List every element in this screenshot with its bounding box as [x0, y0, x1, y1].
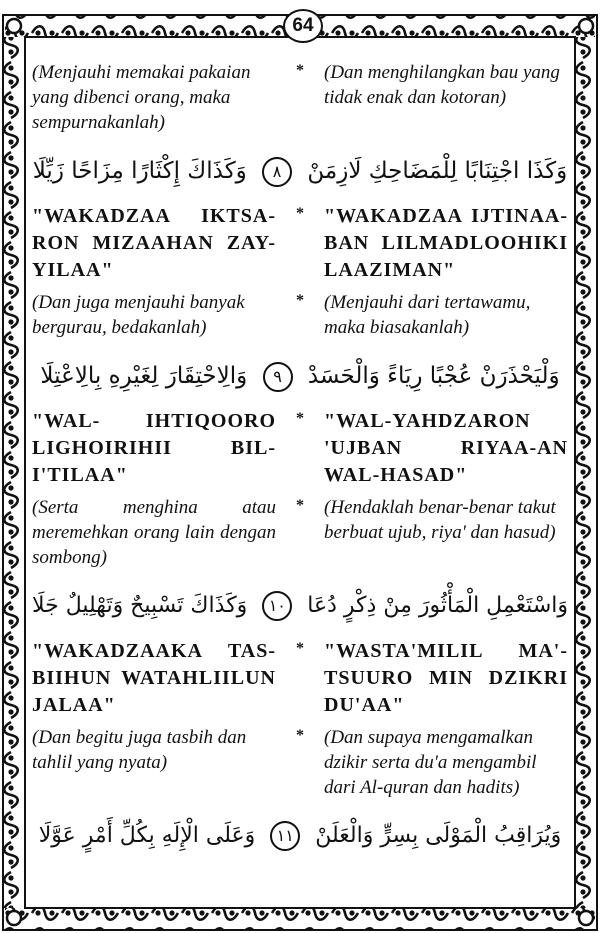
arabic-verse-left: وَكَذَاكَ تَسْبِيحٌ وَتَهْلِيلٌ جَلَا [32, 593, 248, 618]
translation-right: (Dan supaya mengamalkan dzikir serta du'a mengambil dari Al-quran dan hadits) [324, 727, 537, 798]
poem-content [32, 60, 568, 862]
latin-right: "WASTA'MILIL MA'-TSUURO MIN DZIKRI DU'AA" [324, 640, 568, 716]
latin-left: "WAL- IHTIQOORO LIGHOIRIHII BIL-I'TILAA" [32, 410, 276, 486]
arabic-verse-right: وَكَذَا اجْتِنَابًا لِلْمَضَاحِكِ لَازِمَنْ [307, 158, 568, 184]
arabic-verse [32, 580, 568, 632]
translation-row [32, 495, 568, 570]
verse-number: ٨ [262, 157, 292, 187]
verse-number: ١٠ [262, 591, 292, 621]
separator-star: * [296, 292, 304, 309]
translation-right: (Dan menghilangkan bau yang tidak enak dan kotoran) [324, 62, 560, 108]
translation-row [32, 60, 568, 135]
translation-right: (Menjauhi dari tertawamu, maka biasakanlah) [324, 292, 531, 338]
arabic-verse-left: وَعَلَى الْإِلَهِ بِكُلِّ أَمْرٍ عَوَّلَا [38, 823, 256, 848]
latin-right: "WAL-YAHDZARON 'UJBAN RIYAA-AN WAL-HASAD" [324, 410, 568, 486]
arabic-verse-left: وَالِاحْتِقَارَ لِغَيْرِهِ بِالِاعْتِلَا [40, 363, 248, 389]
arabic-verse [32, 810, 568, 862]
separator-star: * [296, 497, 304, 514]
latin-row [32, 638, 568, 719]
translation-left: (Dan juga menjauhi banyak bergurau, bedakanlah) [32, 292, 245, 338]
translation-row [32, 290, 568, 340]
separator-star: * [296, 205, 304, 222]
latin-right: "WAKADZAA IJTINAA-BAN LILMADLOOHIKI LAAZIMAN" [324, 205, 568, 281]
translation-left: (Dan begitu juga tasbih dan tahlil yang nyata) [32, 727, 247, 773]
separator-star: * [296, 62, 304, 79]
arabic-verse-left: وَكَذَاكَ إِكْثَارًا مِزَاحًا زَيِّلَا [32, 158, 247, 184]
separator-star: * [296, 640, 304, 657]
latin-left: "WAKADZAA IKTSA-RON MIZAAHAN ZAY-YILAA" [32, 205, 276, 281]
translation-left: (Serta menghina atau meremehkan orang lain dengan sombong) [32, 497, 276, 568]
arabic-verse-right: وَلْيَحْذَرَنْ عُجْبًا رِيَاءً وَالْحَسَدْ [307, 363, 560, 389]
translation-row [32, 725, 568, 800]
page-number: 64 [283, 9, 323, 43]
latin-left: "WAKADZAAKA TAS-BIIHUN WATAHLIILUN JALAA" [32, 640, 276, 716]
arabic-verse-right: وَيُرَاقِبُ الْمَوْلَى بِسِرٍّ وَالْعَلَنْ [315, 823, 562, 848]
translation-left: (Menjauhi memakai pakaian yang dibenci orang, maka sempurnakanlah) [32, 62, 251, 133]
latin-row [32, 408, 568, 489]
separator-star: * [296, 727, 304, 744]
separator-star: * [296, 410, 304, 427]
latin-row [32, 203, 568, 284]
arabic-verse-right: وَاسْتَعْمِلِ الْمَأْثُورَ مِنْ ذِكْرٍ دُعَا [307, 593, 568, 618]
arabic-verse [32, 145, 568, 197]
translation-right: (Hendaklah benar-benar takut berbuat ujub, riya' dan hasud) [324, 497, 556, 543]
verse-number: ٩ [263, 362, 293, 392]
arabic-verse [32, 350, 568, 402]
verse-number: ١١ [270, 821, 300, 851]
